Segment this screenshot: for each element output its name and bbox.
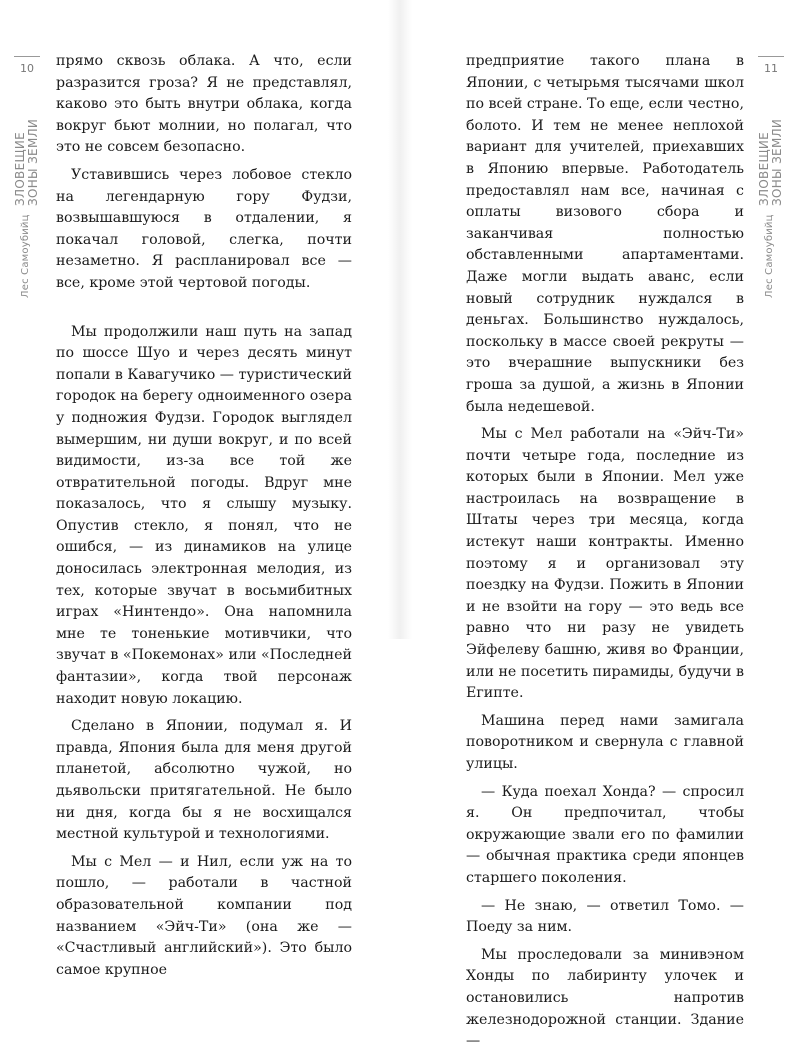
paragraph: Мы проследовали за минивэном Хонды по лабиринту улочек и остановились напротив железнодорожной станции. Здание —: [466, 946, 744, 1050]
body-text-left: [56, 51, 352, 987]
paragraph: прямо сквозь облака. А что, если разразится гроза? Я не представлял, каково это быть внутри облака, когда вокруг бьют молнии, но полагал, что это не совсем безопасно.: [56, 53, 352, 156]
paragraph: Машина перед нами замигала поворотником и свернула с главной улицы.: [466, 712, 744, 772]
running-author-right: Лес Самоубийц: [764, 214, 775, 298]
page-number-rule-left: [14, 56, 40, 57]
paragraph: — Куда поехал Хонда? — спросил я. Он предпочитал, чтобы окружающие звали его по фамилии — обычная практика среди японцев старшего поколения.: [466, 783, 744, 886]
running-title-line-1: ЗЛОВЕЩИЕ: [13, 131, 27, 206]
paragraph: предприятие такого плана в Японии, с четырьмя тысячами школ по всей стране. То еще, если честно, болото. И тем не менее неплохой вариант для учителей, приехавших в Японию впервые. Работодатель предоставлял нам все, начиная с оплаты визового сбора и заканчивая полностью обставленными апартаментами. Даже могли выдать аванс, если новый сотрудник нуждался в деньгах. Большинство нуждалось, поскольку в массе своей рекруты — это вчерашние выпускники без гроша за душой, а жизнь в Японии была недешевой.: [466, 53, 744, 415]
running-author-left: Лес Самоубийц: [20, 214, 31, 298]
running-title-right: [758, 119, 784, 206]
paragraph: Мы с Мел — и Нил, если уж на то пошло, — работали в частной образовательной компании под названием «Эйч-Ти» (она же — «Счастливый английский»). Это было самое крупное: [56, 853, 352, 978]
paragraph: — Не знаю, — ответил Томо. — Поеду за ним.: [466, 897, 744, 936]
running-title-line-2: ЗОНЫ ЗЕМЛИ: [770, 118, 784, 206]
paragraph: Мы с Мел работали на «Эйч-Ти» почти четыре года, последние из которых были в Японии. Мел уже настроилась на возвращение в Штаты через три месяца, когда истекут наши контракты. Именно поэтому я и организовал эту поездку на Фудзи. Пожить в Японии и не взойти на гору — это ведь все равно что ни разу не увидеть Эйфелеву башню, живя во Франции, или не посетить пирамиды, будучи в Египте.: [466, 426, 744, 702]
body-text-right: [466, 51, 744, 1059]
running-title-line-1: ЗЛОВЕЩИЕ: [757, 131, 771, 206]
left-page: [0, 0, 400, 978]
page-number-right: 11: [764, 62, 778, 75]
paragraph: Сделано в Японии, подумал я. И правда, Япония была для меня другой планетой, абсолютно чужой, но дьявольски притягательной. Не было ни дня, когда бы я не восхищался местной культурой и технологиями.: [56, 718, 352, 843]
running-title-line-2: ЗОНЫ ЗЕМЛИ: [26, 118, 40, 206]
page-number-left: 10: [20, 62, 34, 75]
running-title-left: [14, 119, 40, 206]
paragraph: Уставившись через лобовое стекло на легендарную гору Фудзи, возвышавшуюся в отдалении, я покачал головой, слегка, почти незаметно. Я распланировал все — все, кроме этой чертовой погоды.: [56, 166, 352, 291]
paragraph: Мы продолжили наш путь на запад по шоссе Шуо и через десять минут попали в Кавагучико — туристический городок на берегу одноименного озера у подножия Фудзи. Городок выглядел вымершим, ни души вокруг, и по всей видимости, из-за все той же отвратительной погоды. Вдруг мне показалось, что я слышу музыку. Опустив стекло, я понял, что не ошибся, — из динамиков на улице доносилась электронная мелодия, из тех, которые звучат в восьмибитных играх «Нинтендо». Она напомнила мне те тоненькие мотивчики, что звучат в «Покемонах» или «Последней фантазии», когда твой персонаж находит новую локацию.: [56, 323, 352, 707]
page-number-rule-right: [758, 56, 784, 57]
